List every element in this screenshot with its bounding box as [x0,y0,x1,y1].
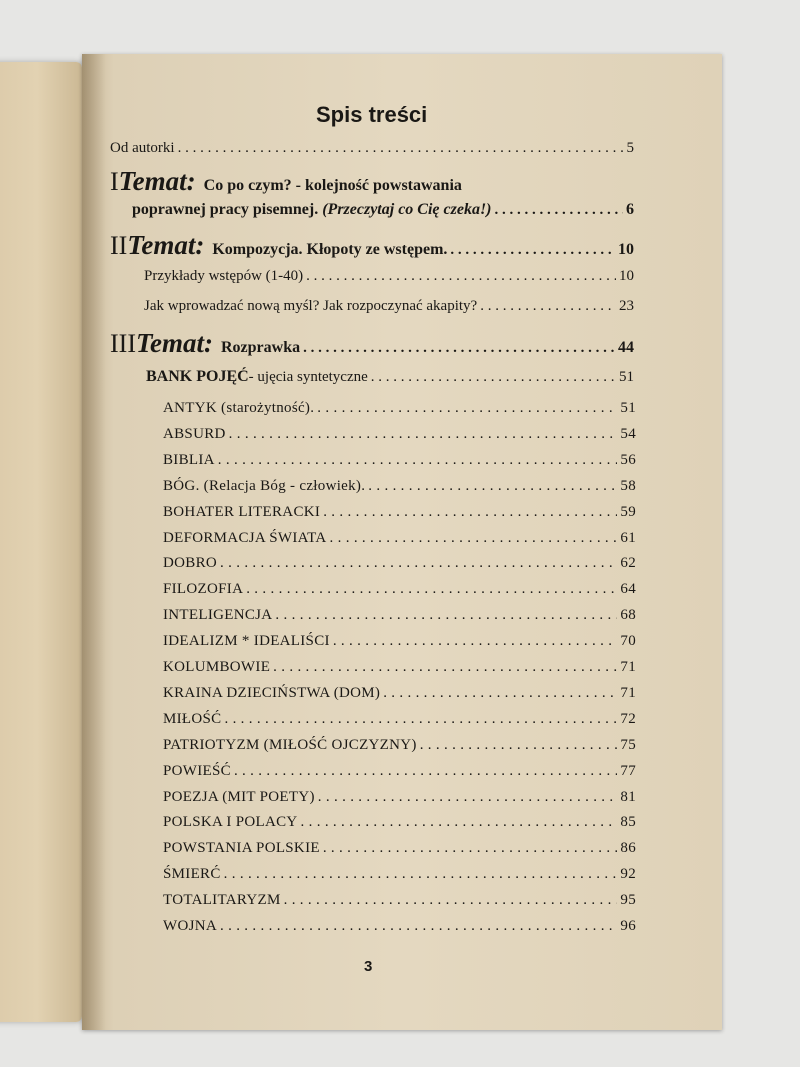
toc-entry-page: 86 [620,840,636,857]
toc-entry-page: 71 [620,659,636,675]
toc-entry-page: 51 [620,400,636,416]
bank-title: BANK POJĘĆ [146,368,249,385]
dot-leader [303,340,615,357]
temat-label: Temat: [127,230,205,260]
toc-entry-page: 58 [620,477,636,494]
dot-leader [317,400,617,417]
toc-entry-page: 71 [620,684,636,701]
toc-entry-page: 68 [620,607,636,624]
toc-entry [163,633,636,650]
dot-leader [383,685,617,702]
dot-leader [420,737,618,754]
toc-entry-page: 23 [619,298,634,314]
toc-entry [163,840,636,857]
gutter-shadow [82,54,106,1030]
toc-entry-label: INTELIGENCJA [163,607,273,624]
dot-leader [330,530,618,547]
toc-entry-label: BÓG. (Relacja Bóg - człowiek). [163,477,366,494]
dot-leader [234,763,617,780]
toc-entry [163,478,636,495]
toc-entry-label: ABSURD [163,425,226,442]
toc-entry-page: 6 [626,201,634,218]
toc-entry [163,659,636,676]
toc-entry [163,711,636,728]
toc-entry [163,504,636,521]
toc-entry [163,789,636,806]
temat-title: Kompozycja. Kłopoty ze wstępem. [212,241,448,258]
roman-numeral: I [110,167,119,196]
toc-bank-pojec [146,368,634,386]
bank-subtitle: - ujęcia syntetyczne [248,369,368,385]
toc-entry-page: 59 [620,503,636,520]
toc-entry-label: WOJNA [163,918,217,934]
toc-entry-page: 44 [618,339,634,356]
temat-label: Temat: [135,328,213,358]
toc-entry-label: POLSKA I POLACY [163,814,298,831]
page-number: 3 [364,958,373,975]
toc-entry-page: 95 [620,892,636,909]
toc-entry [163,452,636,469]
dot-leader [306,268,616,285]
dot-leader [323,504,617,521]
toc-entry-page: 10 [619,268,634,284]
toc-entry [163,918,636,935]
temat-title-cont: poprawnej pracy pisemnej. [132,201,319,218]
toc-entry-label: DEFORMACJA ŚWIATA [163,529,327,546]
toc-entry [163,607,636,624]
toc-entry-label: POEZJA (MIT POETY) [163,788,315,805]
dot-leader [220,555,617,572]
dot-leader [318,789,618,806]
toc-entry-od-autorki [110,140,634,157]
toc-temat-1-line1 [110,166,462,197]
toc-entry-page: 56 [620,451,636,468]
dot-leader [450,242,615,259]
toc-entry-label: Przykłady wstępów (1-40) [144,268,304,284]
toc-entry-label: POWSTANIA POLSKIE [163,840,320,857]
facing-page [0,62,82,1022]
toc-entry [163,814,636,831]
toc-entry-page: 5 [626,140,634,156]
toc-entry-page: 85 [620,814,636,831]
toc-entry-label: Od autorki [110,140,175,156]
dot-leader [220,918,617,935]
toc-entry-label: IDEALIZM * IDEALIŚCI [163,633,330,650]
dot-leader [224,711,617,728]
toc-entry [163,555,636,572]
dot-leader [275,607,617,624]
toc-entry [163,530,636,547]
toc-entry-page: 61 [620,529,636,546]
toc-entry-label: POWIEŚĆ [163,762,231,779]
dot-leader [284,892,618,909]
toc-entry-page: 77 [620,762,636,779]
toc-entry-label: BOHATER LITERACKI [163,503,321,520]
roman-numeral: III [110,329,136,358]
toc-title: Spis treści [316,102,428,127]
dot-leader [178,140,624,157]
dot-leader [368,478,617,495]
temat-title: Rozprawka [220,339,301,356]
temat-label: Temat: [118,166,196,196]
toc-entry-label: BIBLIA [163,451,215,468]
toc-temat-1-line2 [132,201,634,219]
dot-leader [323,840,618,857]
toc-entry [163,685,636,702]
toc-entry-label: Jak wprowadzać nową myśl? Jak rozpoczynać akapity? [144,298,478,314]
toc-entry-page: 81 [620,788,636,805]
toc-entry [163,892,636,909]
dot-leader [246,581,617,598]
dot-leader [495,202,624,219]
dot-leader [229,426,618,443]
toc-entry [163,400,636,417]
toc-entry [163,581,636,598]
toc-temat-3 [110,328,634,359]
toc-entry [163,866,636,883]
dot-leader [218,452,618,469]
dot-leader [301,814,618,831]
toc-entry [163,426,636,443]
temat-note: (Przeczytaj co Cię czeka!) [322,201,492,218]
toc-entry-page: 62 [620,555,636,572]
toc-entry-label: FILOZOFIA [163,581,244,598]
toc-entry-page: 51 [619,369,634,385]
toc-entry-page: 10 [618,241,634,258]
toc-entry-page: 75 [620,736,636,753]
toc-temat-2 [110,230,634,261]
toc-entry [163,737,636,754]
toc-entry-page: 54 [620,425,636,442]
toc-entry-label: ŚMIERĆ [163,866,221,883]
toc-entry-label: ANTYK (starożytność). [163,400,315,416]
dot-leader [480,298,616,315]
temat-title: Co po czym? - kolejność powstawania [203,177,462,194]
toc-entry-label: DOBRO [163,555,218,572]
toc-entry-label: PATRIOTYZM (MIŁOŚĆ OJCZYZNY) [163,736,417,753]
roman-numeral: II [110,231,128,260]
toc-entry [144,298,634,315]
toc-entry-label: KRAINA DZIECIŃSTWA (DOM) [163,684,381,701]
dot-leader [273,659,617,676]
toc-entry-page: 92 [620,866,636,883]
toc-entry-label: TOTALITARYZM [163,892,281,909]
toc-entry-page: 64 [620,581,636,598]
toc-entry-page: 70 [620,633,636,650]
dot-leader [371,369,616,386]
toc-entry-page: 96 [620,918,636,934]
toc-entry [144,268,634,285]
dot-leader [224,866,618,883]
toc-entry [163,763,636,780]
dot-leader [333,633,618,650]
toc-entry-page: 72 [620,710,636,727]
toc-entry-label: MIŁOŚĆ [163,710,222,727]
toc-entry-label: KOLUMBOWIE [163,659,271,675]
